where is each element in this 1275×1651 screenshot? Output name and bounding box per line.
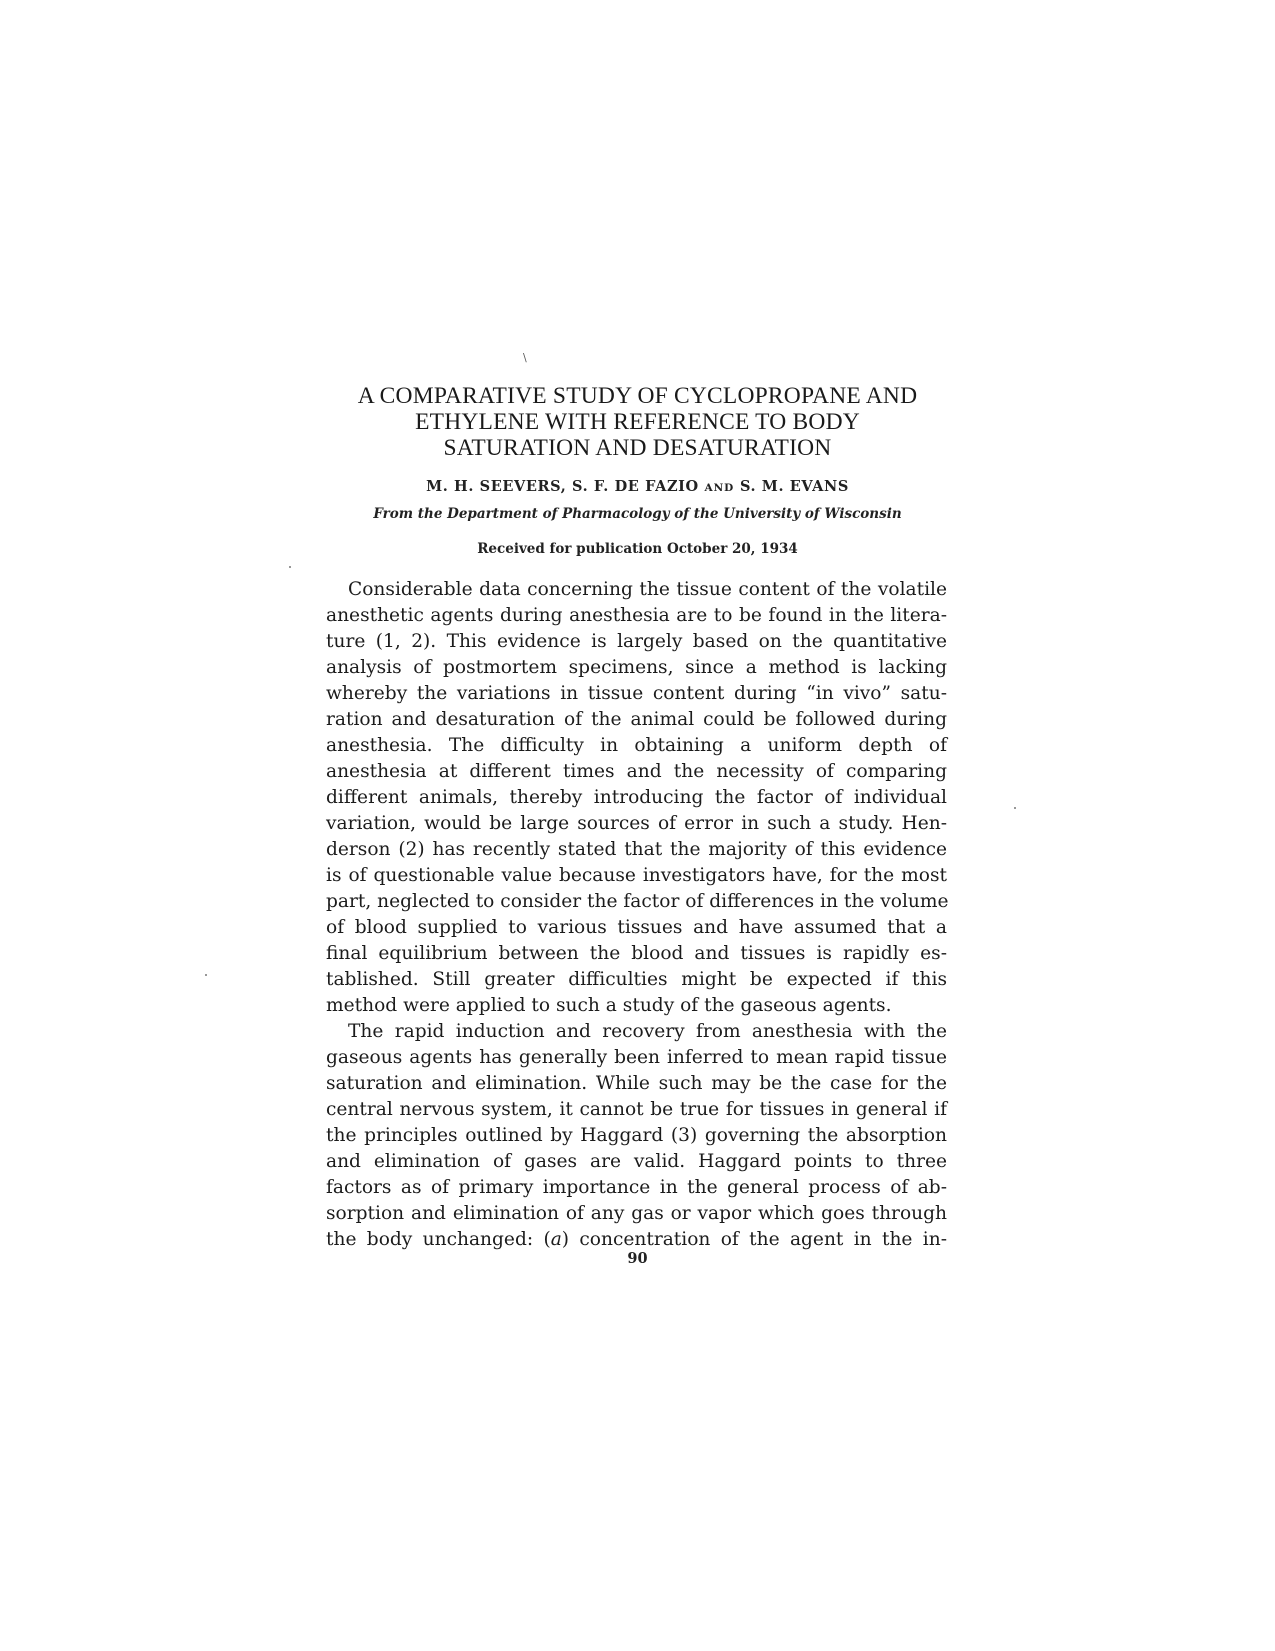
text-line: part, neglected to consider the factor of differences in the volume [326,891,949,912]
text-fragment: the body unchanged: ( [326,1229,551,1250]
text-line: sorption and elimination of any gas or vapor which goes through [326,1203,947,1224]
authors-last: S. M. EVANS [739,478,849,495]
text-line: the principles outlined by Haggard (3) governing the absorption [326,1125,947,1146]
text-line: Considerable data concerning the tissue content of the volatile [348,579,947,600]
body-text [326,577,947,1253]
text-line: method were applied to such a study of the gaseous agents. [326,995,892,1016]
text-line: factors as of primary importance in the general process of ab- [326,1177,947,1198]
article-authors [320,478,955,495]
text-line: ration and desaturation of the animal could be followed during [326,709,947,730]
title-line: A COMPARATIVE STUDY OF CYCLOPROPANE AND [357,383,918,409]
title-line: SATURATION AND DESATURATION [443,435,832,461]
text-line: tablished. Still greater difficulties might be expected if this [326,969,947,990]
text-line: final equilibrium between the blood and tissues is rapidly es- [326,943,947,964]
text-fragment: ) concentration of the agent in the in- [561,1229,947,1250]
text-line: analysis of postmortem specimens, since a method is lacking [326,657,947,678]
text-line: whereby the variations in tissue content during “in vivo” satu- [326,683,947,704]
text-line: variation, would be large sources of error in such a study. Hen- [326,813,947,834]
scan-speck [205,974,207,976]
text-fragment-italic: a [550,1229,562,1250]
page-number: 90 [627,1250,648,1267]
article-title [320,383,955,461]
stray-mark: \ [523,351,527,364]
text-line: of blood supplied to various tissues and have assumed that a [326,917,947,938]
scan-speck [289,566,291,568]
received-date: Received for publication October 20, 1934 [477,541,798,557]
text-line: The rapid induction and recovery from anesthesia with the [348,1021,947,1042]
text-line: gaseous agents has generally been inferred to mean rapid tissue [326,1047,947,1068]
affiliation: From the Department of Pharmacology of the University of Wisconsin [373,506,902,522]
text-line: ture (1, 2). This evidence is largely based on the quantitative [326,631,947,652]
text-line: and elimination of gases are valid. Haggard points to three [326,1151,947,1172]
paragraph-2 [326,1019,947,1253]
text-line: anesthesia. The difficulty in obtaining a uniform depth of [326,735,947,756]
title-line: ETHYLENE WITH REFERENCE TO BODY [415,409,860,435]
text-line: saturation and elimination. While such may be the case for the [326,1073,947,1094]
text-line: derson (2) has recently stated that the majority of this evidence [326,839,947,860]
authors-first: M. H. SEEVERS, S. F. DE FAZIO [426,478,699,495]
text-line: different animals, thereby introducing the factor of individual [326,787,947,808]
scan-speck [1014,807,1016,809]
text-line: anesthesia at different times and the necessity of comparing [326,761,947,782]
text-line: is of questionable value because investigators have, for the most [326,865,947,886]
paragraph-1 [326,577,947,1019]
text-line: central nervous system, it cannot be true for tissues in general if [326,1099,947,1120]
text-line: anesthetic agents during anesthesia are to be found in the litera- [326,605,947,626]
authors-conjunction: AND [704,482,735,494]
